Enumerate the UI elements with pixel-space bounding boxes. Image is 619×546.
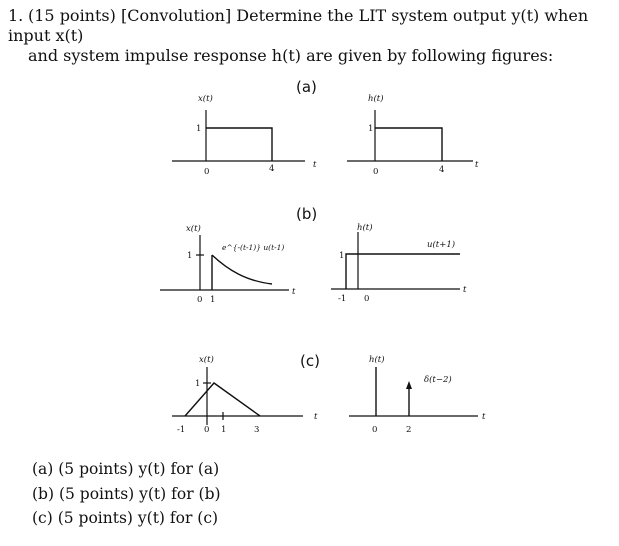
plot-b-x-xtick-0: 0	[197, 295, 203, 305]
plot-b-x-ylabel: x(t)	[186, 224, 201, 234]
panel-label-b: (b)	[296, 205, 318, 223]
plot-c-x	[172, 367, 303, 425]
rect-pulse	[375, 128, 442, 161]
plot-a-h	[347, 110, 473, 161]
plot-a-x-ytick: 1	[196, 124, 202, 134]
plot-a-x-ylabel: x(t)	[198, 94, 213, 104]
plot-a-x-xlabel: t	[313, 160, 317, 170]
plot-b-h-xtick-1: 0	[364, 294, 370, 304]
plot-c-h	[349, 367, 478, 416]
plot-b-x-xlabel: t	[292, 287, 296, 297]
plot-c-h-xlabel: t	[482, 412, 486, 422]
plot-b-h-ylabel: h(t)	[357, 223, 373, 233]
plot-c-h-annotation: δ(t−2)	[424, 375, 452, 385]
plot-b-h-annotation: u(t+1)	[427, 240, 456, 250]
plot-c-x-ylabel: x(t)	[199, 355, 214, 365]
plot-a-x-xtick-0: 0	[204, 167, 210, 177]
plot-a-h-xtick-1: 4	[439, 165, 445, 175]
subquestion-b: (b) (5 points) y(t) for (b)	[32, 484, 221, 503]
panel-label-a: (a)	[296, 78, 317, 96]
problem-number: 1.	[8, 6, 24, 25]
plot-a-h-ytick: 1	[368, 124, 374, 134]
plot-b-x-xtick-1: 1	[210, 295, 216, 305]
plot-b-x-annotation: e^{-(t-1)} u(t-1)	[222, 243, 285, 252]
problem-text-line-2: and system impulse response h(t) are given by following figures:	[28, 46, 554, 65]
plot-c-x-xtick-0: -1	[177, 425, 186, 435]
plot-b-h-xlabel: t	[463, 285, 467, 295]
plot-c-h-xtick-0: 0	[372, 425, 378, 435]
problem-text-line-1: (15 points) [Convolution] Determine the LIT system output y(t) when input x(t)	[8, 6, 589, 45]
subquestion-a: (a) (5 points) y(t) for (a)	[32, 460, 220, 478]
plot-a-h-xtick-0: 0	[373, 167, 379, 177]
plot-a-h-xlabel: t	[475, 160, 479, 170]
plot-c-x-xtick-1: 0	[204, 425, 210, 435]
plot-a-x-xtick-1: 4	[269, 164, 275, 174]
plot-b-x-ytick: 1	[187, 251, 193, 261]
impulse-arrowhead	[406, 381, 412, 389]
rect-pulse	[206, 128, 272, 161]
plot-c-x-xlabel: t	[314, 412, 318, 422]
panel-label-c: (c)	[300, 352, 320, 370]
subquestion-c: (c) (5 points) y(t) for (c)	[32, 509, 219, 527]
plot-c-h-ylabel: h(t)	[369, 355, 385, 365]
subquestion-list	[32, 457, 221, 531]
plot-c-h-xtick-1: 2	[406, 425, 412, 435]
step-function	[346, 254, 460, 289]
plot-a-x	[172, 110, 305, 161]
plot-b-h-xtick-0: -1	[338, 294, 347, 304]
plot-c-x-xtick-3: 3	[254, 425, 260, 435]
plot-b-h-ytick: 1	[339, 251, 345, 261]
plot-c-x-xtick-2: 1	[221, 425, 227, 435]
exp-decay-curve	[212, 255, 272, 284]
plot-a-h-ylabel: h(t)	[368, 94, 384, 104]
plot-c-x-ytick: 1	[195, 379, 201, 389]
